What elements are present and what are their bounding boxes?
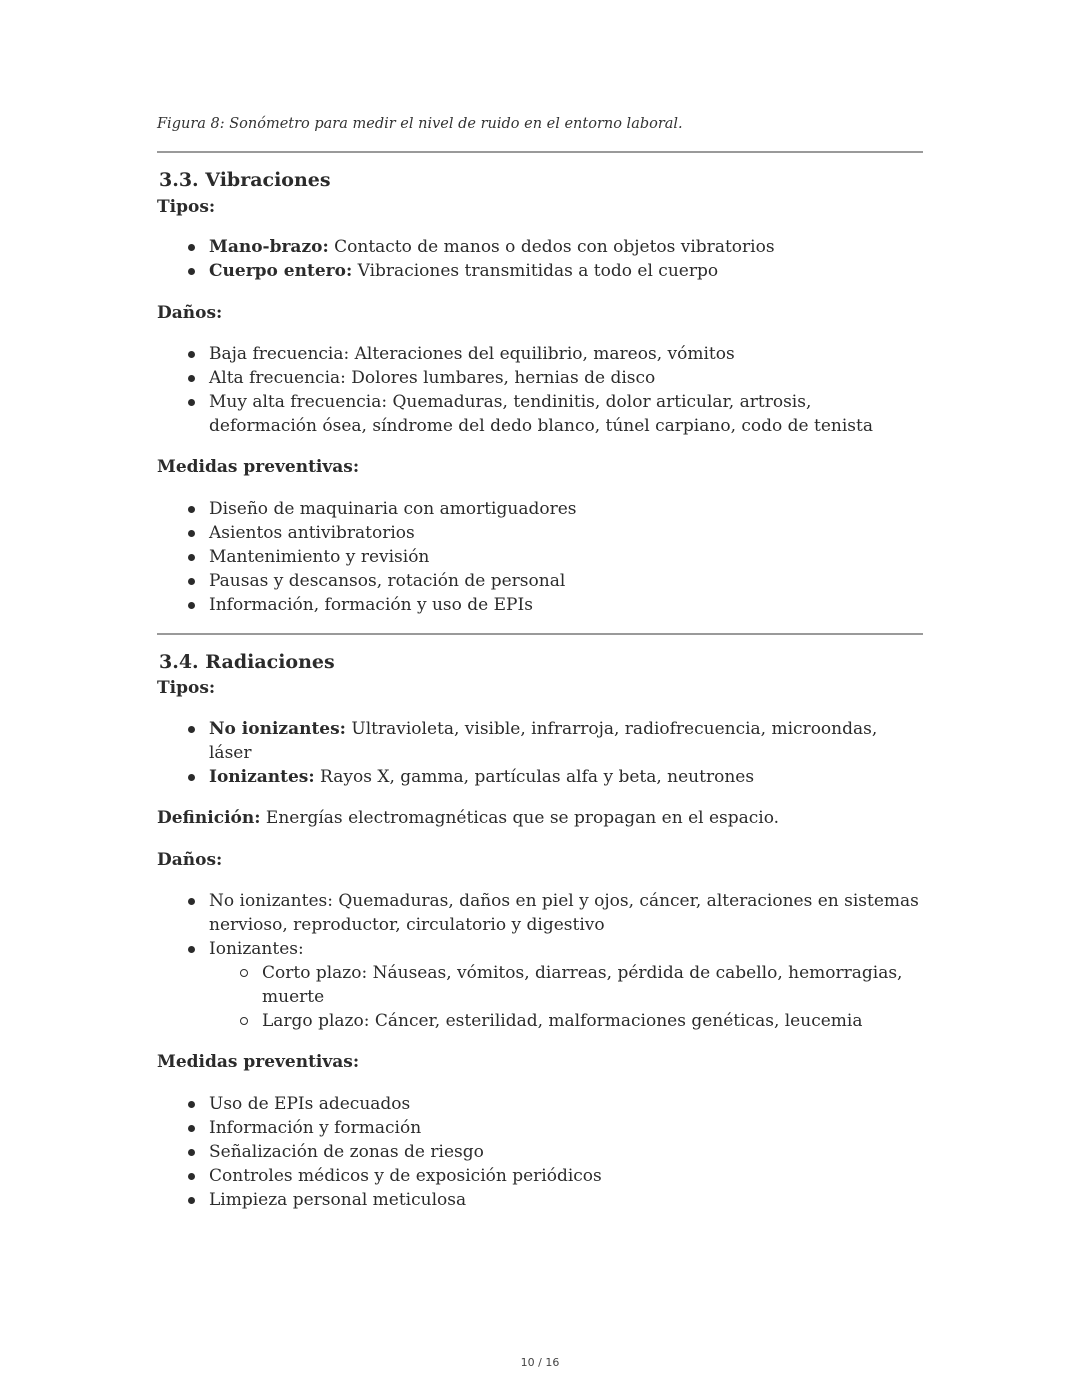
danos-label: Daños: [157,303,223,323]
list-item [157,342,923,366]
bullet-icon [188,554,195,561]
list-item [157,1188,923,1212]
list-item [157,1092,923,1116]
tipos-list [157,717,923,789]
list-item [157,937,923,1033]
list-item-text: Largo plazo: Cáncer, esterilidad, malformaciones genéticas, leucemia [262,1011,863,1031]
danos-list [157,889,923,1033]
definicion-paragraph [157,806,923,830]
term: Cuerpo entero: [209,261,353,281]
sub-list [209,961,923,1033]
list-item [157,1116,923,1140]
list-item [157,366,923,390]
list-item-text: Pausas y descansos, rotación de personal [209,571,566,591]
bullet-icon [188,1101,195,1108]
list-item [157,765,923,789]
list-item [157,1164,923,1188]
bullet-icon [188,244,195,251]
term-description: Vibraciones transmitidas a todo el cuerpo [352,261,719,281]
list-item-text: Uso de EPIs adecuados [209,1094,411,1114]
term-description: Contacto de manos o dedos con objetos vibratorios [328,237,775,257]
sub-list-item [209,1009,923,1033]
list-item-text: Señalización de zonas de riesgo [209,1142,484,1162]
bullet-icon [188,375,195,382]
medidas-list [157,497,923,617]
tipos-label: Tipos: [157,678,216,698]
hollow-bullet-icon [240,1017,248,1025]
bullet-icon [188,774,195,781]
list-item [157,569,923,593]
section-vibraciones [157,167,923,617]
bullet-icon [188,602,195,609]
bullet-icon [188,1197,195,1204]
list-item-text: Información y formación [209,1118,422,1138]
list-item [157,1140,923,1164]
section-heading: 3.3. Vibraciones [159,169,331,191]
list-item [157,259,923,283]
bullet-icon [188,399,195,406]
list-item-text: Limpieza personal meticulosa [209,1190,467,1210]
list-item [157,593,923,617]
list-item-text: Información, formación y uso de EPIs [209,595,533,615]
list-item [157,497,923,521]
list-item [157,889,923,937]
list-item-text: Muy alta frecuencia: Quemaduras, tendinitis, dolor articular, artrosis, deformación ósea, síndrome del dedo blanco, túnel carpiano, codo de tenista [209,392,873,436]
list-item [157,545,923,569]
definicion-label: Definición: [157,808,261,828]
bullet-icon [188,1149,195,1156]
figure-caption: Figura 8: Sonómetro para medir el nivel de ruido en el entorno laboral. [157,116,683,132]
term-description: Rayos X, gamma, partículas alfa y beta, neutrones [314,767,755,787]
section-divider [157,151,923,153]
bullet-icon [188,1173,195,1180]
term-description: Ultravioleta, visible, infrarroja, radiofrecuencia, microondas, láser [209,719,878,763]
section-divider [157,633,923,635]
term: Ionizantes: [209,767,315,787]
bullet-icon [188,506,195,513]
list-item-text: Diseño de maquinaria con amortiguadores [209,499,577,519]
bullet-icon [188,726,195,733]
list-item [157,235,923,259]
sub-list-item [209,961,923,1009]
bullet-icon [188,578,195,585]
bullet-icon [188,898,195,905]
list-item-text: Baja frecuencia: Alteraciones del equilibrio, mareos, vómitos [209,344,735,364]
list-item-text: Mantenimiento y revisión [209,547,430,567]
term: No ionizantes: [209,719,346,739]
medidas-label: Medidas preventivas: [157,1052,360,1072]
list-item-text: Alta frecuencia: Dolores lumbares, hernias de disco [209,368,656,388]
bullet-icon [188,268,195,275]
medidas-label: Medidas preventivas: [157,457,360,477]
list-item [157,521,923,545]
list-item-text: Controles médicos y de exposición periódicos [209,1166,602,1186]
medidas-list [157,1092,923,1212]
page-number: 10 / 16 [520,1356,560,1369]
hollow-bullet-icon [240,969,248,977]
bullet-icon [188,946,195,953]
section-heading: 3.4. Radiaciones [159,651,335,673]
list-item-text: No ionizantes: Quemaduras, daños en piel y ojos, cáncer, alteraciones en sistemas nervioso, reproductor, circulatorio y digestivo [209,891,919,935]
list-item-text: Asientos antivibratorios [209,523,415,543]
section-radiaciones [157,649,923,1212]
list-item [157,390,923,438]
bullet-icon [188,530,195,537]
list-item-text: Ionizantes: [209,939,304,959]
bullet-icon [188,1125,195,1132]
list-item-text: Corto plazo: Náuseas, vómitos, diarreas, pérdida de cabello, hemorragias, muerte [262,963,903,1007]
danos-label: Daños: [157,850,223,870]
tipos-list [157,235,923,283]
bullet-icon [188,351,195,358]
term: Mano-brazo: [209,237,329,257]
list-item [157,717,923,765]
definicion-text: Energías electromagnéticas que se propagan en el espacio. [260,808,780,828]
tipos-label: Tipos: [157,197,216,217]
danos-list [157,342,923,438]
